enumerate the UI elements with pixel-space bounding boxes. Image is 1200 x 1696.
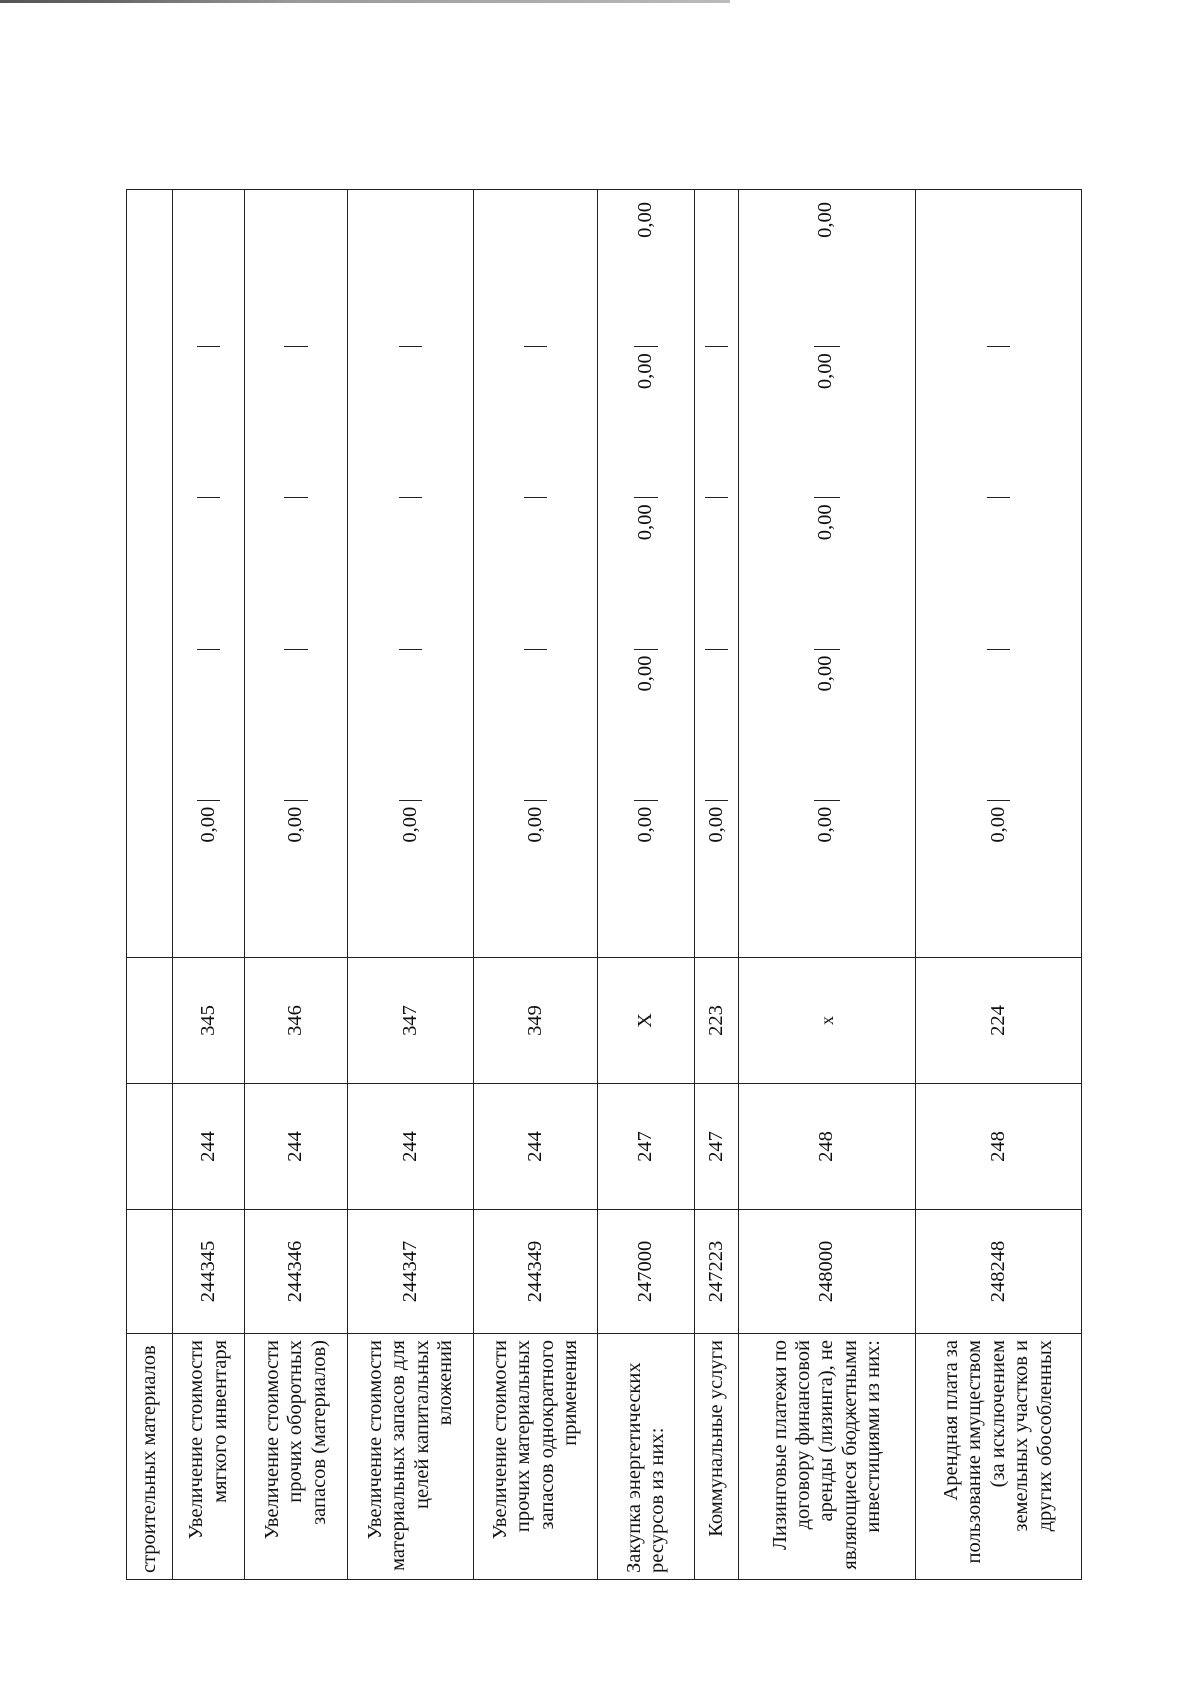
- row-kosgu-code: 248: [739, 1084, 916, 1210]
- row-kosgu-code: [127, 1084, 173, 1210]
- value-cell: 0,00: [196, 806, 219, 843]
- table-row: [916, 190, 1082, 1580]
- value-cell: [197, 650, 220, 801]
- row-code: 247223: [695, 1210, 739, 1334]
- table-row: [348, 190, 474, 1580]
- row-code: 248248: [916, 1210, 1082, 1334]
- value-cell: [197, 498, 220, 649]
- row-kosgu: x: [739, 958, 916, 1084]
- row-values: [739, 190, 916, 958]
- row-code: 244347: [348, 1210, 474, 1334]
- value-cell: 0,00: [523, 806, 546, 843]
- table-row: [245, 190, 348, 1580]
- row-kosgu-code: 244: [348, 1084, 474, 1210]
- value-cell: [987, 650, 1010, 801]
- row-kosgu-code: 244: [173, 1084, 245, 1210]
- value-cell: [705, 347, 728, 498]
- row-values: [173, 190, 245, 958]
- value-cell: [284, 650, 307, 801]
- row-values: [127, 190, 173, 958]
- row-name: Увеличение стоимости материальных запасов для целей капитальных вложений: [348, 1334, 474, 1580]
- row-name: Коммунальные услуги: [695, 1334, 739, 1580]
- value-cell: [987, 498, 1010, 649]
- row-kosgu: 346: [245, 958, 348, 1084]
- row-kosgu-code: 247: [695, 1084, 739, 1210]
- value-cell: [524, 498, 547, 649]
- row-kosgu: 223: [695, 958, 739, 1084]
- value-cell: [284, 196, 307, 347]
- row-code: 247000: [598, 1210, 695, 1334]
- row-values: [348, 190, 474, 958]
- value-cell: [705, 650, 728, 801]
- row-name: Закупка энергетических ресурсов из них:: [598, 1334, 695, 1580]
- value-cell: [284, 347, 307, 498]
- row-name: Увеличение стоимости мягкого инвентаря: [173, 1334, 245, 1580]
- value-cell: [197, 196, 220, 347]
- value-cell: 0,00: [814, 196, 839, 347]
- value-cell: [197, 347, 220, 498]
- table-row: [739, 190, 916, 1580]
- table-row: [127, 190, 173, 1580]
- value-cell: [399, 650, 422, 801]
- row-kosgu-code: 247: [598, 1084, 695, 1210]
- table-row: [173, 190, 245, 1580]
- value-cell: [524, 650, 547, 801]
- value-cell: 0,00: [814, 347, 839, 498]
- row-values: [598, 190, 695, 958]
- value-cell: [284, 498, 307, 649]
- expenditure-table: [126, 189, 1082, 1580]
- row-code: 248000: [739, 1210, 916, 1334]
- value-cell: 0,00: [704, 806, 727, 843]
- row-code: 244345: [173, 1210, 245, 1334]
- value-cell: 0,00: [986, 806, 1009, 843]
- row-kosgu-code: 248: [916, 1084, 1082, 1210]
- row-name: Лизинговые платежи по договору финансовой аренды (лизинга), не являющиеся бюджетными инвестициями из них:: [739, 1334, 916, 1580]
- value-cell: [524, 196, 547, 347]
- value-cell: 0,00: [284, 806, 307, 843]
- value-cell: [987, 196, 1010, 347]
- scan-edge-artifact: [0, 0, 730, 3]
- row-kosgu: 224: [916, 958, 1082, 1084]
- value-cell: 0,00: [634, 806, 657, 843]
- row-name: Арендная плата за пользование имуществом (за исключением земельных участков и других обособленных: [916, 1334, 1082, 1580]
- table-row: [598, 190, 695, 1580]
- row-kosgu: [127, 958, 173, 1084]
- value-cell: [399, 347, 422, 498]
- row-name: строительных материалов: [127, 1334, 173, 1580]
- value-cell: 0,00: [398, 806, 421, 843]
- value-cell: [705, 196, 728, 347]
- row-values: [695, 190, 739, 958]
- row-kosgu-code: 244: [474, 1084, 598, 1210]
- row-code: 244346: [245, 1210, 348, 1334]
- row-code: [127, 1210, 173, 1334]
- row-kosgu: 347: [348, 958, 474, 1084]
- value-cell: [705, 498, 728, 649]
- value-cell: 0,00: [814, 498, 839, 649]
- value-cell: [987, 347, 1010, 498]
- value-cell: [399, 498, 422, 649]
- value-cell: 0,00: [634, 498, 657, 649]
- value-cell: 0,00: [634, 650, 657, 801]
- row-values: [916, 190, 1082, 958]
- table-row: [695, 190, 739, 1580]
- row-values: [474, 190, 598, 958]
- table-row: [474, 190, 598, 1580]
- value-cell: 0,00: [814, 806, 837, 843]
- row-kosgu: 349: [474, 958, 598, 1084]
- row-values: [245, 190, 348, 958]
- value-cell: [524, 347, 547, 498]
- row-name: Увеличение стоимости прочих материальных запасов однократного применения: [474, 1334, 598, 1580]
- value-cell: [399, 196, 422, 347]
- row-code: 244349: [474, 1210, 598, 1334]
- row-name: Увеличение стоимости прочих оборотных запасов (материалов): [245, 1334, 348, 1580]
- row-kosgu: X: [598, 958, 695, 1084]
- row-kosgu: 345: [173, 958, 245, 1084]
- value-cell: 0,00: [634, 196, 657, 347]
- value-cell: 0,00: [634, 347, 657, 498]
- rotated-page-content: [126, 190, 1132, 1580]
- value-cell: 0,00: [814, 650, 839, 801]
- row-kosgu-code: 244: [245, 1084, 348, 1210]
